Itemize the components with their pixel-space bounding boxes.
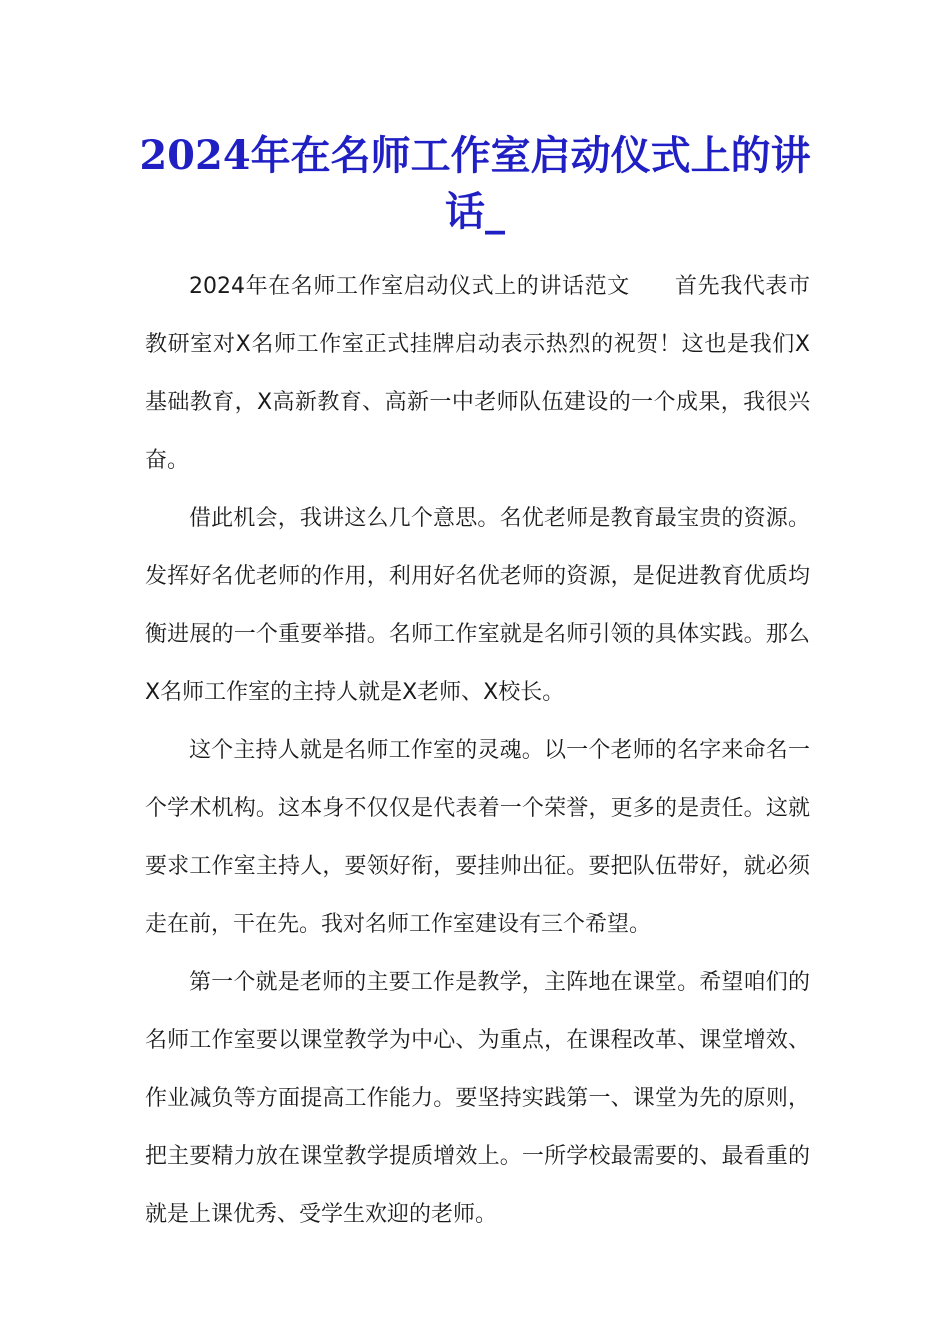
document-title: 2024年在名师工作室启动仪式上的讲话_ bbox=[139, 132, 811, 235]
paragraph-1: 2024年在名师工作室启动仪式上的讲话范文 首先我代表市教研室对X名师工作室正式挂牌启动表示热烈的祝贺！这也是我们X基础教育，X高新教育、高新一中老师队伍建设的一个成果，我很兴奋。 bbox=[145, 274, 810, 473]
paragraph-2: 借此机会，我讲这么几个意思。名优老师是教育最宝贵的资源。发挥好名优老师的作用，利用好名优老师的资源，是促进教育优质均衡进展的一个重要举措。名师工作室就是名师引领的具体实践。那么X名师工作室的主持人就是X老师、X校长。 bbox=[145, 506, 810, 705]
document-body bbox=[145, 258, 810, 1244]
paragraph-4: 第一个就是老师的主要工作是教学，主阵地在课堂。希望咱们的名师工作室要以课堂教学为中心、为重点，在课程改革、课堂增效、作业减负等方面提高工作能力。要坚持实践第一、课堂为先的原则，把主要精力放在课堂教学提质增效上。一所学校最需要的、最看重的就是上课优秀、受学生欢迎的老师。 bbox=[145, 970, 810, 1227]
paragraph-3: 这个主持人就是名师工作室的灵魂。以一个老师的名字来命名一个学术机构。这本身不仅仅是代表着一个荣誉，更多的是责任。这就要求工作室主持人，要领好衔，要挂帅出征。要把队伍带好，就必须走在前，干在先。我对名师工作室建设有三个希望。 bbox=[145, 738, 810, 937]
